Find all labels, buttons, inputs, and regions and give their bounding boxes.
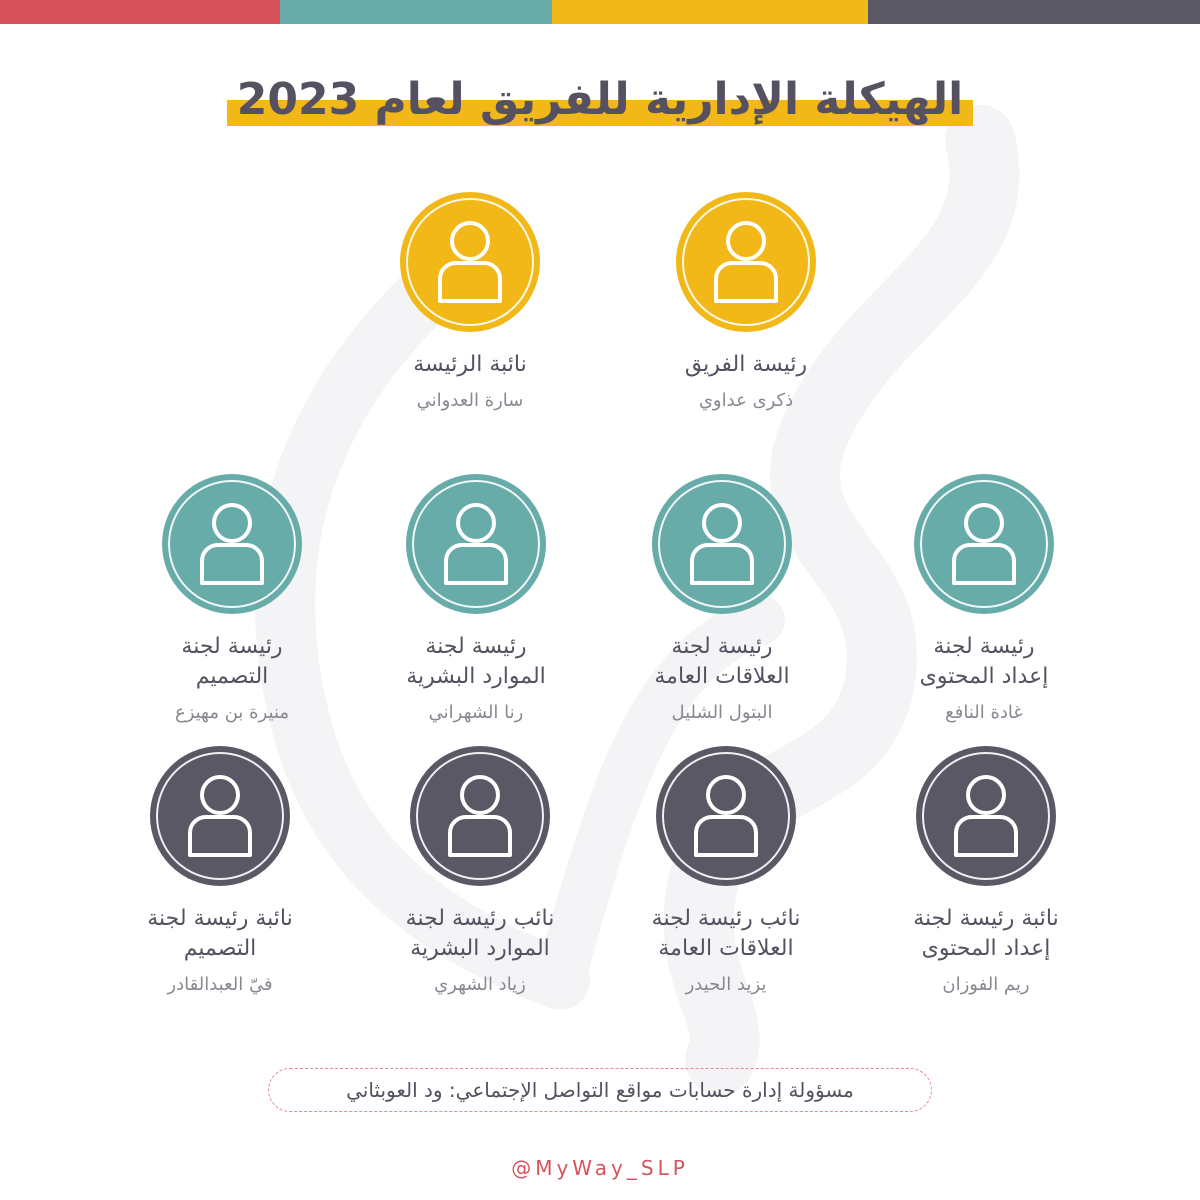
user-icon — [944, 499, 1024, 589]
user-icon — [440, 771, 520, 861]
member-card — [350, 746, 610, 995]
user-icon — [946, 771, 1026, 861]
member-name: ذكرى عداوي — [698, 390, 794, 411]
avatar — [150, 746, 290, 886]
page-title — [227, 72, 973, 128]
member-card — [346, 474, 606, 723]
member-card — [102, 474, 362, 723]
member-role: رئيسة لجنة إعداد المحتوى — [919, 634, 1049, 689]
member-card — [854, 474, 1114, 723]
member-role: نائبة رئيسة لجنة التصميم — [147, 906, 293, 961]
member-role: نائبة الرئيسة — [413, 352, 527, 377]
footer-text: مسؤولة إدارة حسابات مواقع التواصل الإجتماعي: ود العوبثاني — [346, 1078, 854, 1102]
member-role: رئيسة لجنة الموارد البشرية — [406, 634, 546, 689]
member-role: نائبة رئيسة لجنة إعداد المحتوى — [913, 906, 1059, 961]
member-role: رئيسة الفريق — [684, 352, 808, 377]
member-name: زياد الشهري — [434, 974, 526, 995]
title-wrap — [0, 72, 1200, 128]
user-icon — [192, 499, 272, 589]
member-name: غادة النافع — [945, 702, 1023, 723]
avatar — [652, 474, 792, 614]
member-card — [596, 746, 856, 995]
footer-box — [268, 1068, 932, 1112]
member-card — [616, 192, 876, 411]
member-name: البتول الشليل — [671, 702, 773, 723]
member-name: رنا الشهراني — [428, 702, 524, 723]
avatar — [656, 746, 796, 886]
avatar — [676, 192, 816, 332]
user-icon — [436, 499, 516, 589]
member-card — [90, 746, 350, 995]
member-card — [592, 474, 852, 723]
member-card — [856, 746, 1116, 995]
member-name: فيّ العبدالقادر — [167, 974, 273, 995]
user-icon — [180, 771, 260, 861]
avatar — [914, 474, 1054, 614]
member-name: سارة العدواني — [416, 390, 524, 411]
user-icon — [682, 499, 762, 589]
member-role: نائب رئيسة لجنة العلاقات العامة — [651, 906, 801, 961]
user-icon — [686, 771, 766, 861]
member-name: يزيد الحيدر — [685, 974, 767, 995]
member-role: رئيسة لجنة العلاقات العامة — [654, 634, 790, 689]
member-card — [340, 192, 600, 411]
avatar — [162, 474, 302, 614]
member-role: رئيسة لجنة التصميم — [181, 634, 283, 689]
member-name: منيرة بن مهيزع — [174, 702, 290, 723]
user-icon — [706, 217, 786, 307]
avatar — [410, 746, 550, 886]
social-handle: @MyWay_SLP — [511, 1156, 689, 1180]
avatar — [916, 746, 1056, 886]
avatar — [400, 192, 540, 332]
page-title-text: الهيكلة الإدارية للفريق لعام 2023 — [236, 74, 964, 125]
member-role: نائب رئيسة لجنة الموارد البشرية — [405, 906, 555, 961]
user-icon — [430, 217, 510, 307]
member-name: ريم الفوزان — [942, 974, 1030, 995]
avatar — [406, 474, 546, 614]
